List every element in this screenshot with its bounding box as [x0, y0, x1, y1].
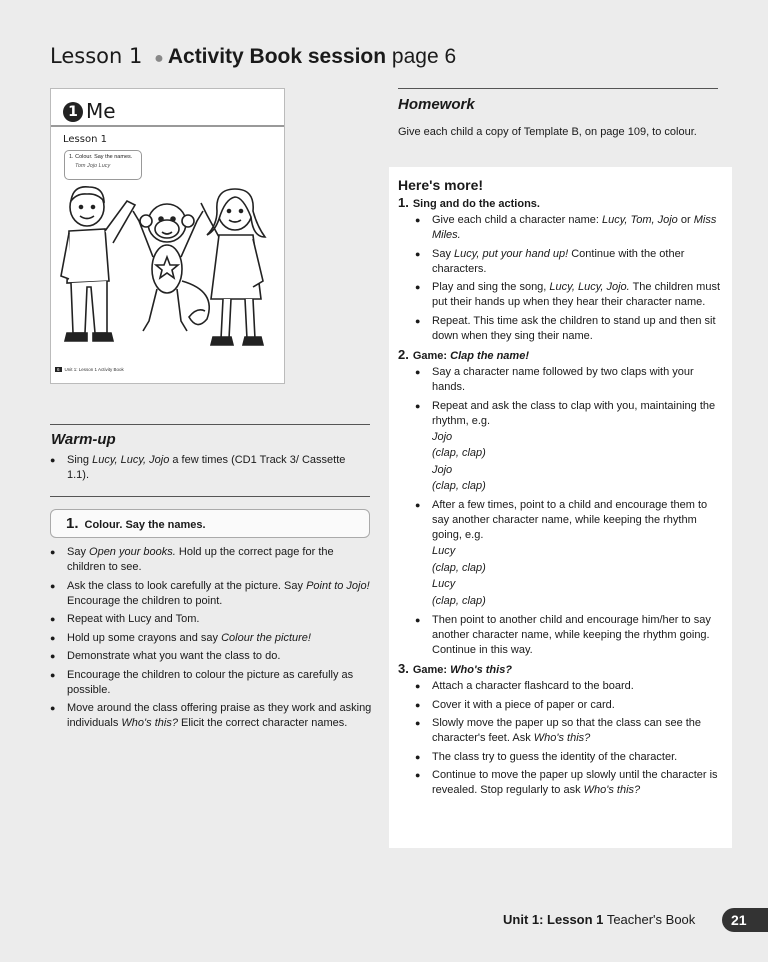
divider: [398, 88, 718, 89]
list-item: ● Ask the class to look carefully at the picture. Say Point to Jojo! Encourage the children to point.: [50, 579, 372, 609]
activity-book-session-label: Activity Book session: [167, 45, 387, 68]
heres-more-box: [389, 167, 732, 848]
page-number-badge: 21: [722, 908, 768, 932]
step3-list: [415, 679, 722, 798]
page-header: [50, 44, 456, 69]
activity-list: [50, 545, 372, 735]
list-item: ● Demonstrate what you want the class to do.: [50, 649, 372, 664]
list-item: ● Give each child a character name: Lucy, Tom, Jojo or Miss Miles.: [415, 213, 722, 243]
divider: [50, 424, 370, 425]
example-block: Jojo (clap, clap) Jojo (clap, clap): [432, 430, 486, 492]
list-item: ● Repeat with Lucy and Tom.: [50, 612, 372, 627]
activity-title: Colour. Say the names.: [84, 519, 206, 531]
list-item: ● Say Lucy, put your hand up! Continue with the other characters.: [415, 247, 722, 277]
list-item: ● After a few times, point to a child and encourage them to say another character name, while keeping the rhythm going, e.g. Lucy (clap, clap) Lucy (clap, clap): [415, 498, 722, 609]
list-item: ● Say Open your books. Hold up the correct page for the children to see.: [50, 545, 372, 575]
homework-title: Homework: [398, 96, 475, 113]
girl-figure: [201, 189, 265, 345]
book-task-box: 1. Colour. Say the names. Tom Jojo Lucy: [64, 150, 142, 180]
list-item: ● Continue to move the paper up slowly until the character is revealed. Stop regularly to ask Who's this?: [415, 768, 722, 798]
list-item: ● Attach a character flashcard to the board.: [415, 679, 722, 694]
heres-more-title: Here's more!: [398, 177, 484, 193]
page-footer: Unit 1: Lesson 1 Teacher's Book: [503, 912, 696, 927]
activity-page-label: page 6: [391, 45, 457, 68]
children-and-monkey-illustration: [57, 181, 279, 361]
list-item: ● Repeat and ask the class to clap with you, maintaining the rhythm, e.g. Jojo (clap, clap) Jojo (clap, clap): [415, 399, 722, 495]
book-footer: 6 Unit 1: Lesson 1 Activity Book: [57, 367, 124, 372]
list-item: ● Sing Lucy, Lucy, Jojo a few times (CD1 Track 3/ Cassette 1.1).: [50, 453, 365, 483]
step-heading: 2. Game: Clap the name!: [398, 347, 529, 362]
list-item: ● The class try to guess the identity of the character.: [415, 750, 722, 765]
list-item: ● Slowly move the paper up so that the class can see the character's feet. Ask Who's this?: [415, 716, 722, 746]
activity-number: 1.: [66, 515, 79, 532]
unit-title: 1 Me: [63, 99, 116, 123]
example-block: Lucy (clap, clap) Lucy (clap, clap): [432, 545, 486, 607]
activity-book-page-image: [50, 88, 285, 384]
step-heading: 1. Sing and do the actions.: [398, 195, 540, 210]
list-item: ● Then point to another child and encourage him/her to say another character name, while keeping the rhythm going. Continue in this way.: [415, 613, 722, 658]
step2-list: [415, 365, 722, 658]
warmup-title: Warm-up: [51, 431, 116, 448]
list-item: ● Repeat. This time ask the children to stand up and then sit down when they sing their name.: [415, 314, 722, 344]
homework-text: Give each child a copy of Template B, on page 109, to colour.: [398, 126, 697, 138]
boy-figure: [61, 187, 135, 341]
list-item: ● Hold up some crayons and say Colour the picture!: [50, 631, 372, 646]
bullet-dot-icon: ●: [154, 50, 164, 67]
list-item: ● Cover it with a piece of paper or card.: [415, 698, 722, 713]
unit-number-badge: 1: [63, 102, 83, 122]
step1-list: [415, 213, 722, 344]
warmup-list: [50, 453, 365, 487]
book-lesson-label: Lesson 1: [63, 134, 107, 145]
activity-heading-box: [50, 509, 370, 538]
step-heading: 3. Game: Who's this?: [398, 661, 513, 676]
list-item: ● Play and sing the song, Lucy, Lucy, Jojo. The children must put their hands up when they hear their character name.: [415, 280, 722, 310]
divider: [50, 496, 370, 497]
list-item: ● Move around the class offering praise as they work and asking individuals Who's this? Elicit the correct character names.: [50, 701, 372, 731]
monkey-figure: [133, 204, 209, 331]
lesson-label: Lesson 1: [50, 44, 143, 68]
list-item: ● Encourage the children to colour the picture as carefully as possible.: [50, 668, 372, 698]
list-item: ● Say a character name followed by two claps with your hands.: [415, 365, 722, 395]
